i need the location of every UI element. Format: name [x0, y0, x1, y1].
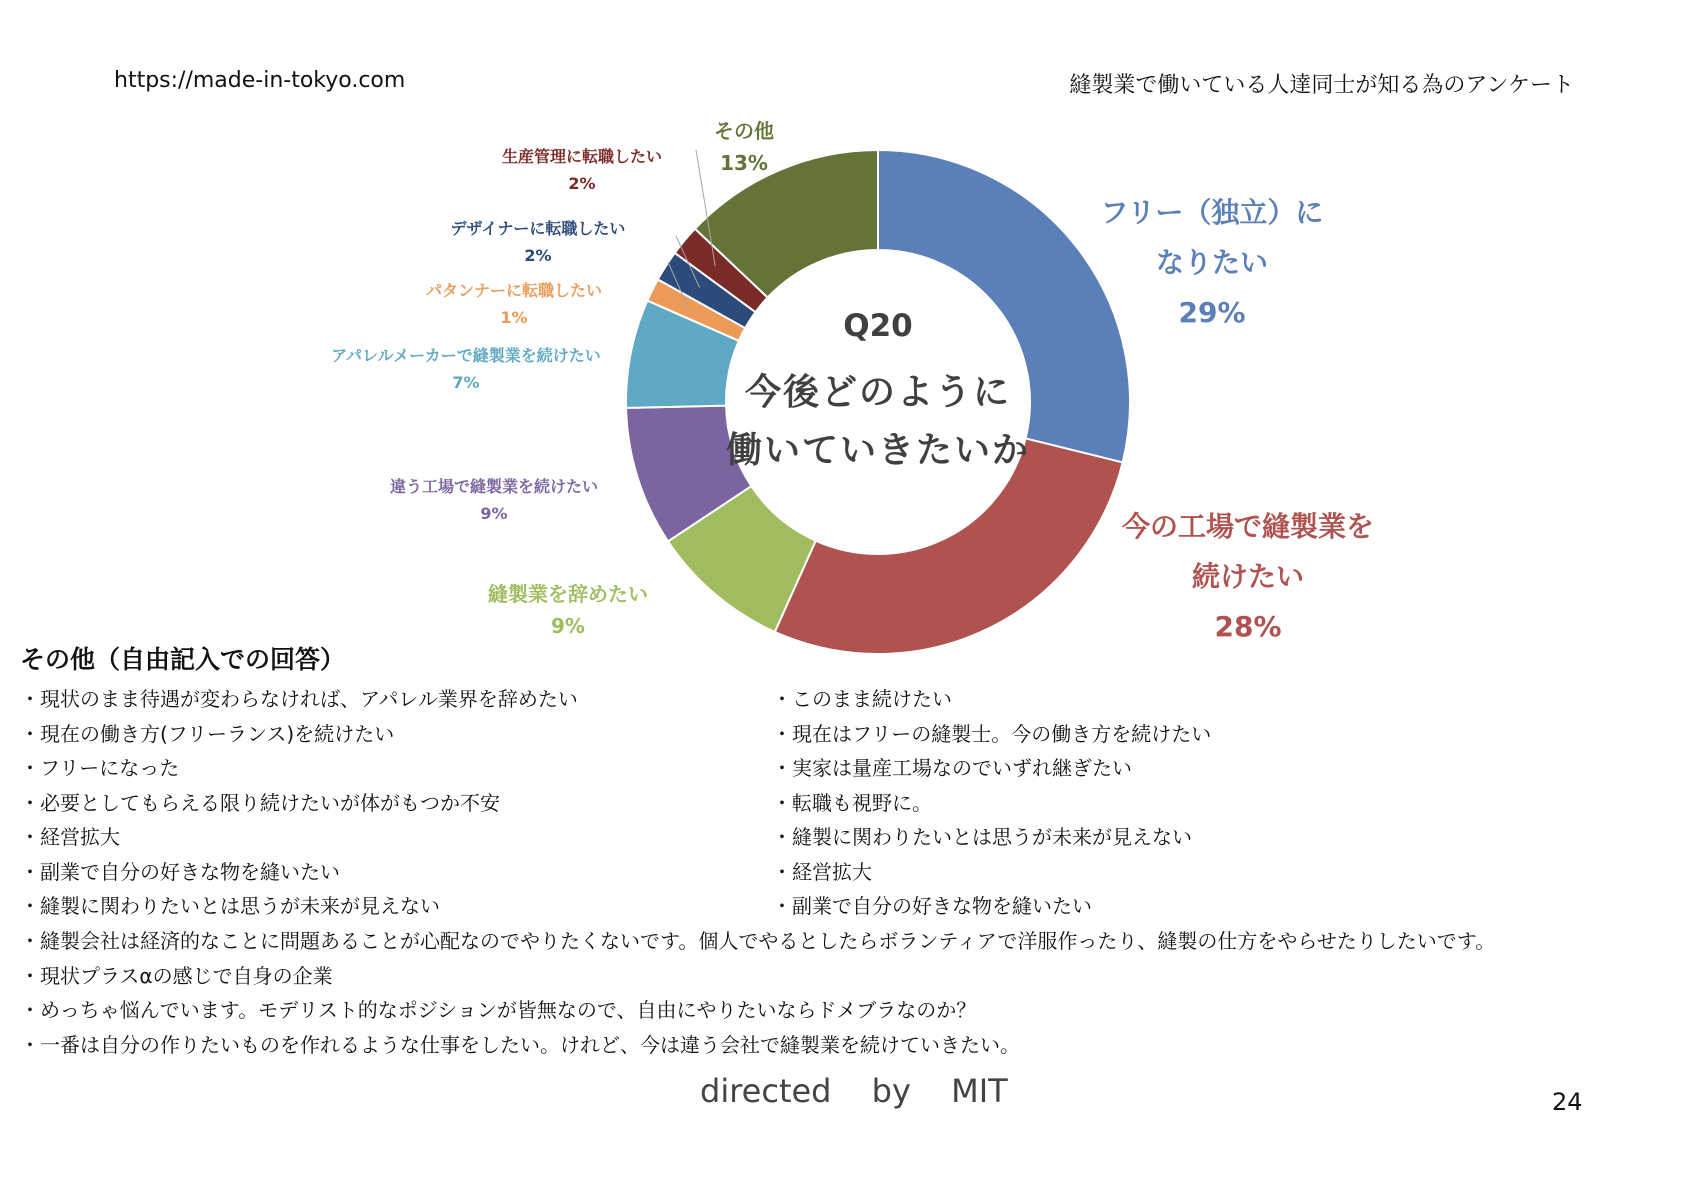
slice-label-1: [1122, 502, 1374, 652]
slice-percent-7: 2%: [568, 174, 596, 193]
question-line-1: 今後どのように: [744, 372, 1011, 413]
slice-label-0: [1101, 188, 1324, 338]
slice-label-text-8-0: その他: [714, 119, 774, 143]
slice-label-text-0-1: なりたい: [1155, 246, 1269, 279]
question-number: Q20: [843, 308, 913, 344]
slice-label-4: [331, 342, 601, 396]
free-answer-left-0: ・現状のまま待遇が変わらなければ、アパレル業界を辞めたい: [20, 687, 578, 711]
free-answer-left-4: ・経営拡大: [20, 825, 120, 849]
free-answers-right: [772, 682, 1211, 924]
slice-label-3: [390, 473, 598, 527]
free-answer-left-3: ・必要としてもらえる限り続けたいが体がもつか不安: [20, 790, 500, 815]
slice-label-5: [426, 277, 602, 331]
free-answers-title: その他（自由記入での回答）: [20, 645, 346, 674]
free-answer-right-5: ・経営拡大: [772, 859, 872, 884]
free-answers-full: [20, 924, 1495, 1062]
slice-label-text-1-1: 続けたい: [1191, 560, 1305, 593]
slice-label-8: [714, 115, 774, 179]
slice-percent-1: 28%: [1214, 610, 1282, 643]
slice-label-2: [488, 578, 648, 642]
slice-percent-2: 9%: [551, 614, 585, 638]
footer-credit: directed by MIT: [700, 1072, 1008, 1110]
free-answer-right-4: ・縫製に関わりたいとは思うが未来が見えない: [772, 825, 1192, 849]
slice-percent-6: 2%: [524, 246, 552, 265]
free-answer-left-1: ・現在の働き方(フリーランス)を続けたい: [20, 721, 395, 746]
free-answer-right-3: ・転職も視野に。: [772, 790, 932, 815]
free-answer-left-5: ・副業で自分の好きな物を縫いたい: [20, 859, 340, 884]
free-answer-left-2: ・フリーになった: [20, 756, 180, 780]
slice-percent-8: 13%: [720, 151, 768, 175]
donut-slice-0: [878, 150, 1130, 462]
slice-label-text-5-0: パタンナーに転職したい: [425, 281, 603, 300]
slice-percent-5: 1%: [500, 308, 528, 327]
free-answer-right-0: ・このまま続けたい: [772, 687, 952, 711]
slice-label-text-0-0: フリー（独立）に: [1100, 196, 1324, 229]
site-url: https://made-in-tokyo.com: [114, 68, 406, 93]
slice-label-text-3-0: 違う工場で縫製業を続けたい: [389, 477, 599, 496]
free-answer-right-1: ・現在はフリーの縫製士。今の働き方を続けたい: [772, 721, 1212, 746]
slice-percent-4: 7%: [452, 373, 480, 392]
question-line-2: 働いていきたいか: [725, 430, 1030, 471]
free-answer-full-1: ・現状プラスαの感じで自身の企業: [20, 963, 333, 988]
page-number: 24: [1552, 1088, 1583, 1116]
slice-label-text-6-0: デザイナーに転職したい: [450, 219, 626, 238]
slice-percent-0: 29%: [1178, 296, 1246, 329]
slice-label-text-7-0: 生産管理に転職したい: [501, 147, 663, 166]
survey-title: 縫製業で働いている人達同士が知る為のアンケート: [1069, 73, 1574, 98]
slice-label-text-4-0: アパレルメーカーで縫製業を続けたい: [331, 346, 601, 365]
free-answer-full-2: ・めっちゃ悩んでいます。モデリスト的なポジションが皆無なので、自由にやりたいならドメブラなのか？: [20, 998, 977, 1022]
free-answers-left: [20, 682, 578, 924]
slice-label-7: [502, 143, 662, 197]
free-answer-full-0: ・縫製会社は経済的なことに問題あることが心配なのでやりたくないです。個人でやるとしたらボランティアで洋服作ったり、縫製の仕方をやらせたりしたいです。: [20, 929, 1496, 953]
free-answer-full-3: ・一番は自分の作りたいものを作れるような仕事をしたい。けれど、今は違う会社で縫製業を続けていきたい。: [20, 1032, 1020, 1057]
free-answer-right-6: ・副業で自分の好きな物を縫いたい: [772, 894, 1092, 918]
slice-label-text-2-0: 縫製業を辞めたい: [488, 582, 648, 606]
slice-label-6: [451, 215, 626, 269]
free-answer-right-2: ・実家は量産工場なのでいずれ継ぎたい: [772, 756, 1132, 780]
free-answer-left-6: ・縫製に関わりたいとは思うが未来が見えない: [20, 894, 440, 918]
slice-label-text-1-0: 今の工場で縫製業を: [1121, 510, 1375, 543]
slice-percent-3: 9%: [480, 504, 508, 523]
